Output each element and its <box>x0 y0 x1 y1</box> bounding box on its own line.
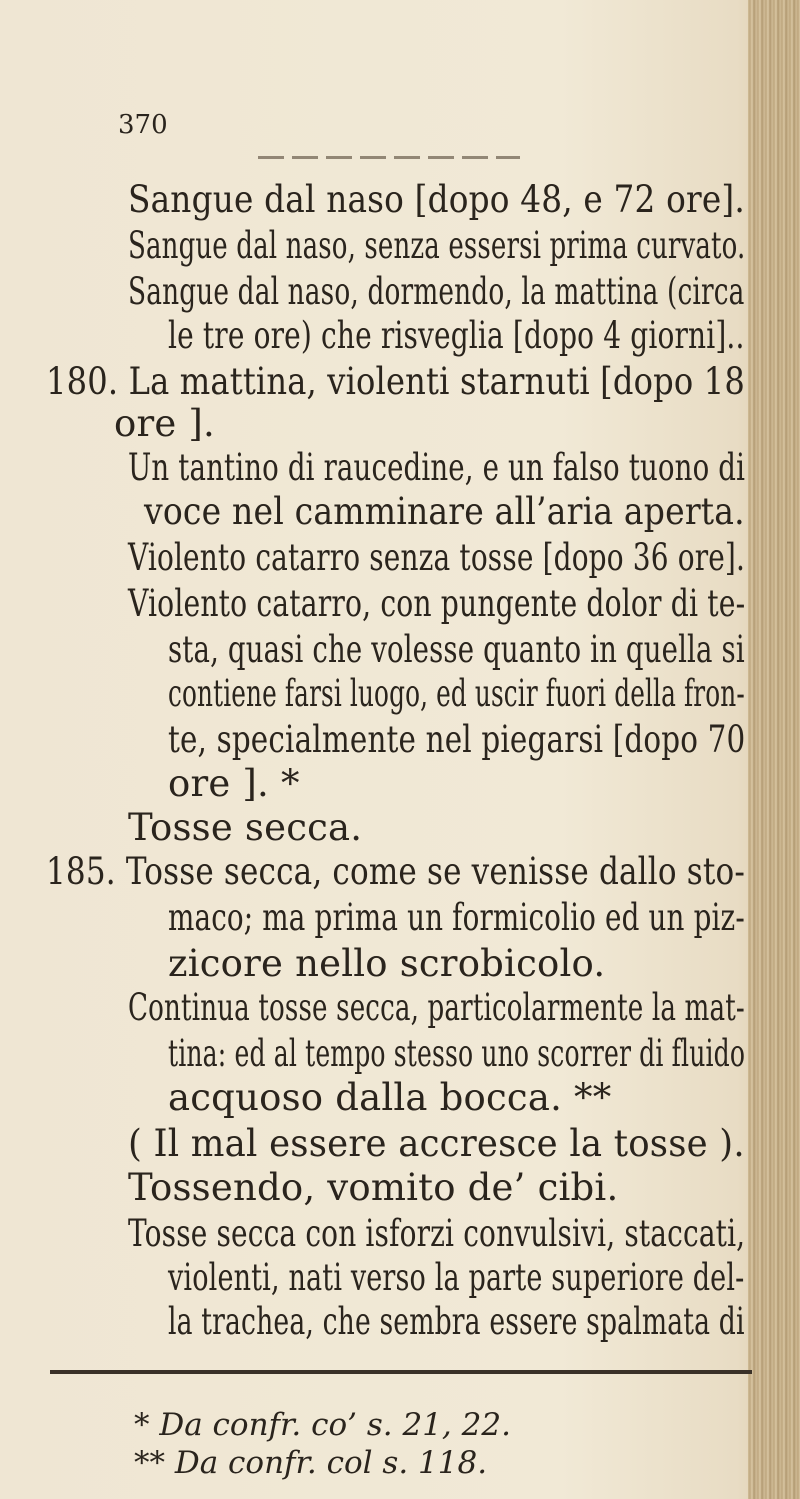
footnote-rule <box>50 1370 752 1374</box>
page-edge <box>748 0 800 1499</box>
text-line: le tre ore) che risveglia [dopo 4 giorni].. <box>168 314 745 357</box>
text-line: ( Il mal essere accresce la tosse ). <box>128 1122 745 1165</box>
text-line: Continua tosse secca, particolarmente la mat- <box>128 986 745 1029</box>
text-line: 180. La mattina, violenti starnuti [dopo 18 <box>46 360 745 403</box>
header-rule <box>258 156 520 159</box>
footnote: ** Da confr. col s. 118. <box>134 1445 488 1481</box>
text-line: acquoso dalla bocca. ** <box>168 1076 612 1119</box>
text-line: contiene farsi luogo, ed uscir fuori della fron- <box>168 672 745 715</box>
text-line: Tosse secca con isforzi convulsivi, staccati, <box>128 1212 746 1255</box>
text-line: maco; ma prima un formicolio ed un piz- <box>168 896 745 939</box>
text-line: ore ]. * <box>168 762 300 805</box>
text-line: sta, quasi che volesse quanto in quella si <box>168 628 745 671</box>
text-line: la trachea, che sembra essere spalmata di <box>168 1300 745 1343</box>
footnote: * Da confr. co’ s. 21, 22. <box>134 1407 511 1443</box>
text-line: Sangue dal naso, dormendo, la mattina (circa <box>128 270 745 313</box>
page-number: 370 <box>118 110 168 140</box>
text-line: voce nel camminare all’aria aperta. <box>144 490 745 533</box>
text-line: ore ]. <box>114 402 216 445</box>
text-line: Violento catarro, con pungente dolor di te- <box>128 582 746 625</box>
text-line: tina: ed al tempo stesso uno scorrer di fluido <box>168 1032 746 1075</box>
text-line: 185. Tosse secca, come se venisse dallo sto- <box>46 850 746 893</box>
text-line: Tossendo, vomito de’ cibi. <box>128 1166 619 1209</box>
text-line: Sangue dal naso, senza essersi prima curvato. <box>128 224 746 267</box>
text-line: Violento catarro senza tosse [dopo 36 ore]. <box>128 536 746 579</box>
text-line: Sangue dal naso [dopo 48, e 72 ore]. <box>128 178 745 221</box>
text-line: violenti, nati verso la parte superiore del- <box>168 1256 745 1299</box>
text-line: Un tantino di raucedine, e un falso tuono di <box>128 446 746 489</box>
text-line: te, specialmente nel piegarsi [dopo 70 <box>168 718 746 761</box>
text-line: zicore nello scrobicolo. <box>168 942 606 985</box>
text-line: Tosse secca. <box>128 806 363 849</box>
